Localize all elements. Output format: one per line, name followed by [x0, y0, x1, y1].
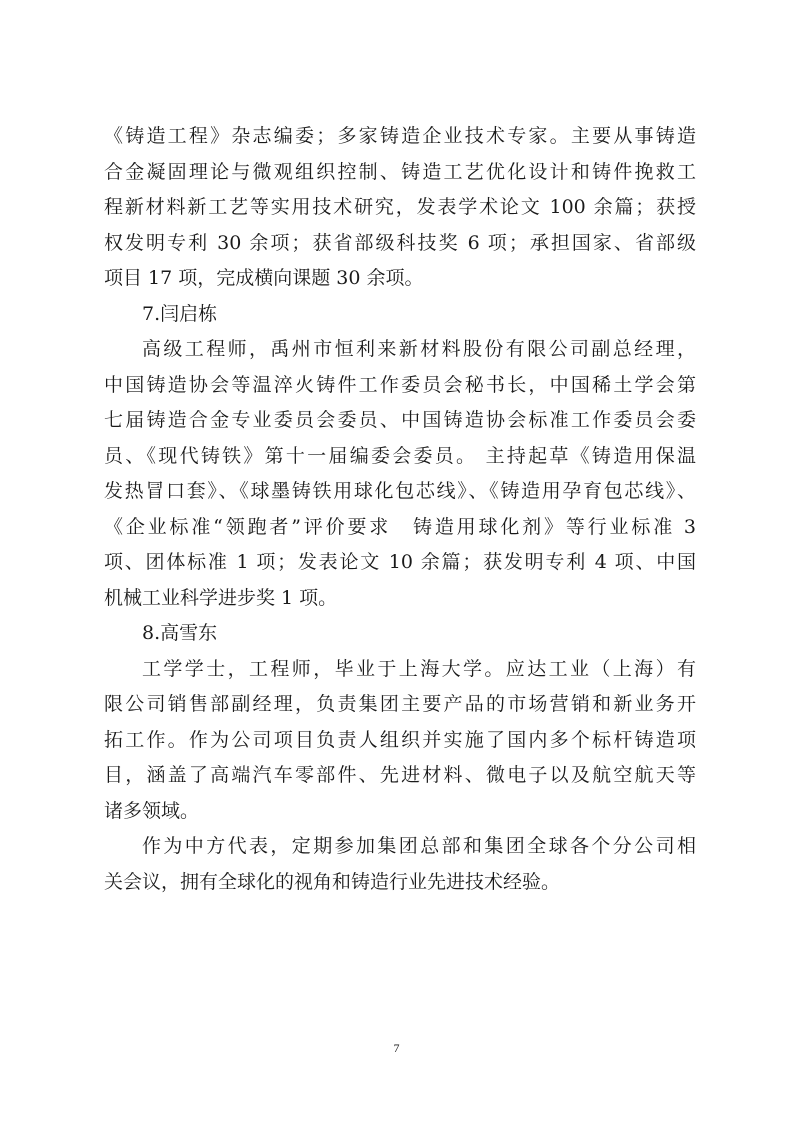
text-line: 权发明专利 30 余项；获省部级科技奖 6 项；承担国家、省部级 [104, 231, 696, 254]
text-line: 项、团体标准 1 项；发表论文 10 余篇；获发明专利 4 项、中国 [104, 551, 696, 573]
text-line: 拓工作。作为公司项目负责人组织并实施了国内多个标杆铸造项 [104, 728, 696, 751]
text-line: 合金凝固理论与微观组织控制、铸造工艺优化设计和铸件挽救工 [104, 160, 696, 183]
text-line: 员、《现代铸铁》第十一届编委会委员。 主持起草《铸造用保温 [104, 444, 696, 467]
text-line: 机械工业科学进步奖 1 项。 [104, 586, 338, 609]
text-line: 关会议，拥有全球化的视角和铸造行业先进技术经验。 [104, 870, 561, 893]
section-heading: 7.闫启栋 [142, 302, 218, 325]
text-line: 作为中方代表，定期参加集团总部和集团全球各个分公司相 [142, 835, 696, 857]
text-line: 程新材料新工艺等实用技术研究，发表学术论文 100 余篇；获授 [104, 196, 696, 218]
document-body [104, 119, 696, 900]
text-line: 中国铸造协会等温淬火铸件工作委员会秘书长，中国稀土学会第 [104, 373, 696, 396]
paragraph [104, 829, 696, 900]
text-line: 《铸造工程》杂志编委；多家铸造企业技术专家。主要从事铸造 [104, 125, 696, 147]
text-line: 限公司销售部副经理，负责集团主要产品的市场营销和新业务开 [104, 693, 696, 715]
text-line: 高级工程师，禹州市恒利来新材料股份有限公司副总经理， [142, 338, 696, 360]
paragraph [104, 332, 696, 616]
page-number: 7 [393, 1041, 400, 1055]
text-line: 目，涵盖了高端汽车零部件、先进材料、微电子以及航空航天等 [104, 764, 696, 786]
text-line: 诸多领域。 [104, 799, 200, 822]
paragraph [104, 652, 696, 830]
paragraph [104, 119, 696, 297]
section-heading: 8.高雪东 [142, 622, 218, 644]
text-line: 发热冒口套》、《球墨铸铁用球化包芯线》、《铸造用孕育包芯线》、 [104, 480, 696, 502]
text-line: 工学学士，工程师，毕业于上海大学。应达工业（上海）有 [142, 657, 696, 680]
text-line: 项目 17 项，完成横向课题 30 余项。 [104, 267, 424, 289]
text-line: 七届铸造合金专业委员会委员、中国铸造协会标准工作委员会委 [104, 409, 696, 431]
text-line: 《企业标准“领跑者”评价要求 铸造用球化剂》等行业标准 3 [104, 515, 696, 538]
